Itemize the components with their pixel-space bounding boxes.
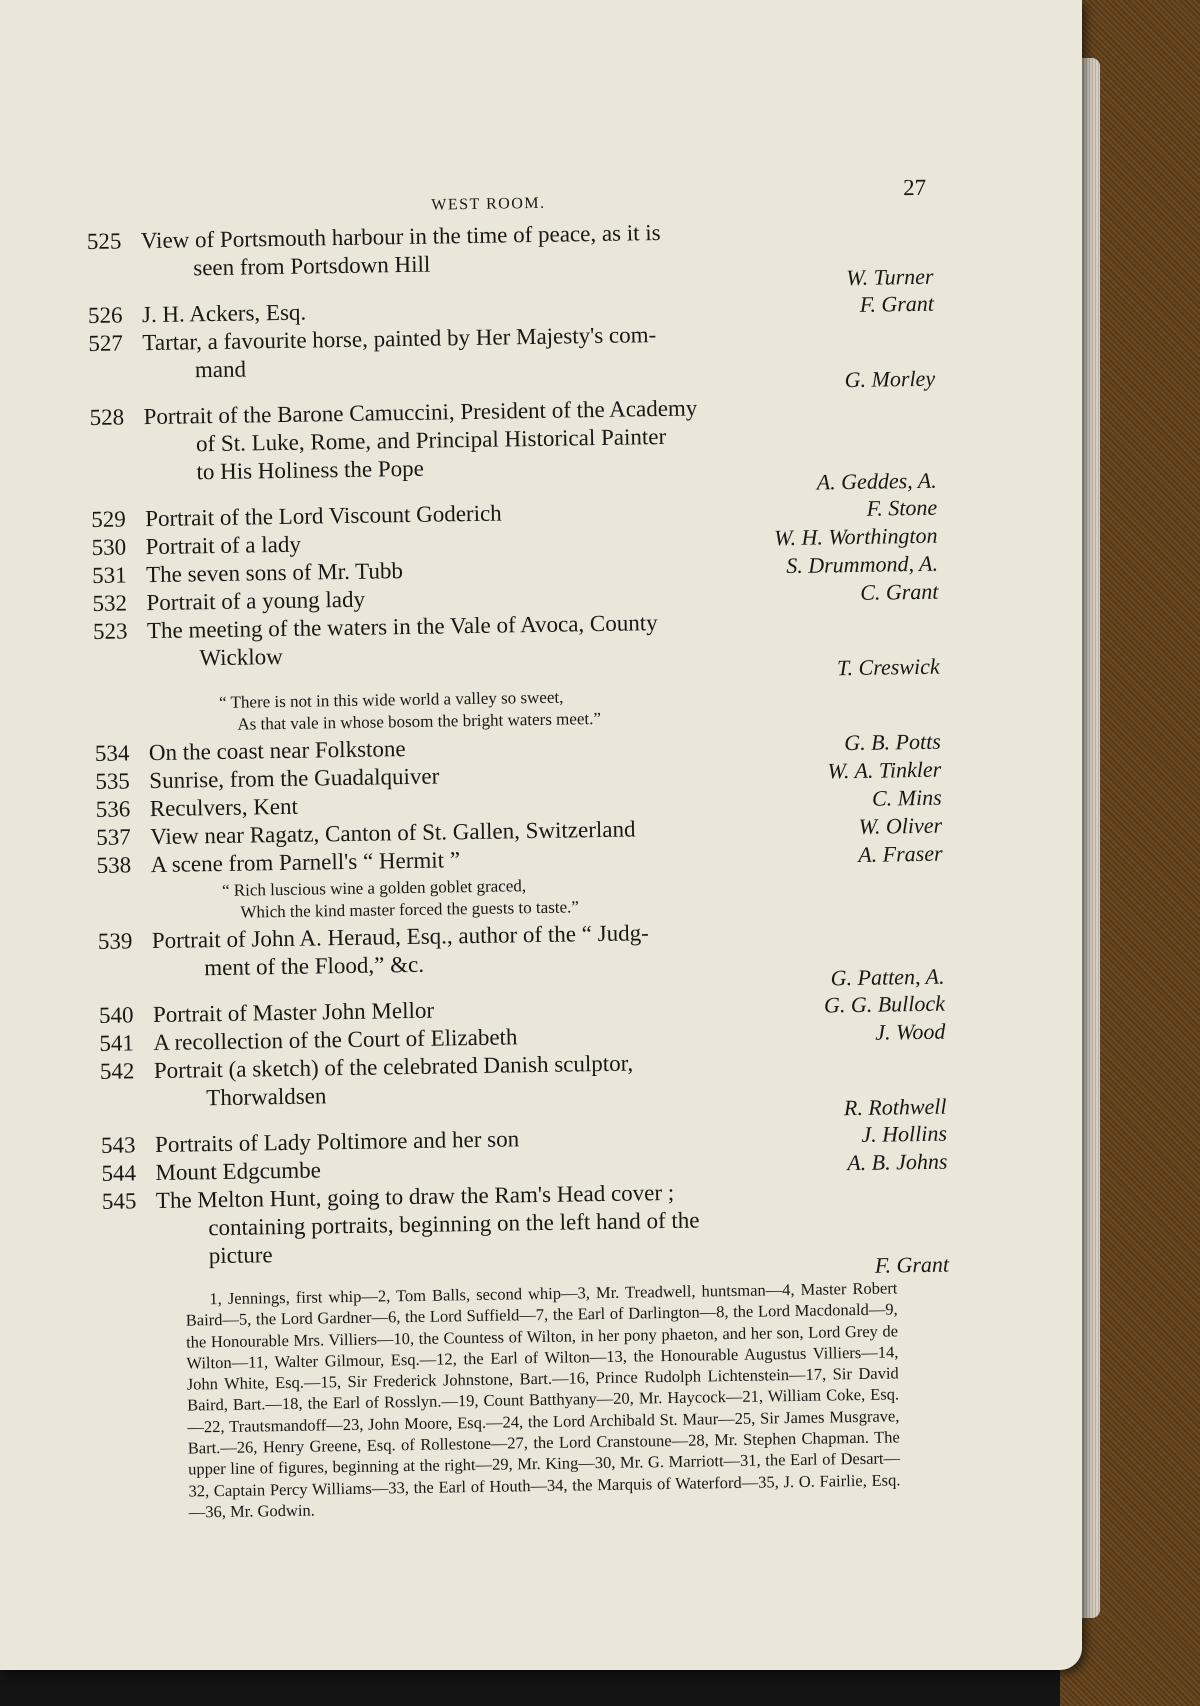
quote-line: “ Rich luscious wine a golden goblet graced, [221, 876, 527, 900]
entry-number: 545 [101, 1188, 137, 1214]
entry-number: 541 [99, 1030, 135, 1056]
entry-title-line: Mount Edgcumbe [155, 1157, 322, 1186]
page-content [86, 175, 959, 1524]
entry-number: 530 [91, 534, 127, 560]
entry-title-line: seen from Portsdown Hill [193, 251, 431, 281]
catalogue-entry [88, 317, 941, 404]
entry-title-line: Sunrise, from the Guadalquiver [149, 763, 440, 794]
artist-name: W. A. Tinkler [827, 756, 942, 784]
catalogue-entry [93, 605, 946, 692]
entry-title-line: picture [208, 1242, 273, 1269]
running-title: WEST ROOM. [431, 194, 546, 214]
entry-title-line: Thorwaldsen [206, 1083, 327, 1111]
entry-number: 542 [99, 1058, 135, 1084]
entry-number: 531 [91, 562, 127, 588]
entry-title-line: Portrait (a sketch) of the celebrated Danish sculptor, [153, 1050, 634, 1084]
entry-number: 532 [92, 590, 128, 616]
catalogue-entry [87, 215, 940, 302]
catalogue-entry [98, 915, 951, 1002]
quote-line: As that vale in whose bosom the bright waters meet.” [237, 708, 602, 734]
artist-name: J. Wood [875, 1018, 946, 1045]
artist-name: R. Rothwell [843, 1093, 947, 1121]
entry-number: 543 [100, 1132, 136, 1158]
entry-number: 525 [86, 228, 122, 254]
entry-number: 535 [95, 768, 131, 794]
entry-title-line: The seven sons of Mr. Tubb [145, 558, 404, 588]
entry-title-line: Portraits of Lady Poltimore and her son [154, 1126, 520, 1158]
entry-title-line: Portrait of the Lord Viscount Goderich [145, 500, 502, 532]
entry-number: 544 [101, 1160, 137, 1186]
entry-title-line: A scene from Parnell's “ Hermit ” [150, 847, 461, 878]
entry-number: 539 [97, 928, 133, 954]
entry-number: 540 [98, 1002, 134, 1028]
entry-title-line: View near Ragatz, Canton of St. Gallen, Switzerland [149, 816, 636, 850]
artist-name: W. Oliver [858, 812, 943, 839]
artist-name: G. G. Bullock [823, 990, 946, 1018]
entry-title-line: Portrait of a young lady [146, 586, 366, 616]
artist-name: C. Grant [860, 578, 939, 605]
entry-number: 538 [96, 852, 132, 878]
artist-name: A. Fraser [858, 840, 943, 867]
entry-title-line: Portrait of Master John Mellor [152, 997, 435, 1028]
entry-title-line: The meeting of the waters in the Vale of Avoca, County [146, 610, 658, 644]
artist-name: S. Drummond, A. [786, 550, 939, 579]
entry-number: 536 [95, 796, 131, 822]
entry-number: 537 [96, 824, 131, 850]
artist-name: G. Morley [844, 365, 936, 393]
entry-title-line: The Melton Hunt, going to draw the Ram's Head cover ; [155, 1179, 675, 1214]
entry-title-line: View of Portsmouth harbour in the time of peace, as it is [140, 219, 661, 254]
entry-title-line: Wicklow [199, 643, 283, 671]
artist-name: A. B. Johns [847, 1148, 948, 1176]
entry-title-line: to His Holiness the Pope [196, 455, 425, 485]
catalogue-entry [89, 391, 942, 506]
portrait-key-paragraph: 1, Jennings, first whip—2, Tom Balls, second whip—3, Mr. Treadwell, huntsman—4, Master Robert Baird—5, the Lord Gardner—6, the Lord Suffield—7, the Earl of Darlington—8, the Lord Macdonald—9, the Honourable Mrs. Villiers—10, the Countess of Wilton, in her pony phaeton, and her son, Lord Grey de Wilton—11, Walter Gilmour, Esq.—12, the Earl of Wilton—13, the Honourable Augustus Villiers—14, John White, Esq.—15, Sir Frederick Johnstone, Bart.—16, Prince Rudolph Lichtenstein—17, Sir David Baird, Bart.—18, the Earl of Rosslyn.—19, Count Batthyany—20, Mr. Haycock—21, William Coke, Esq.—22, Trautsmandoff—23, John Moore, Esq.—24, the Lord Archibald St. Maur—25, Sir James Musgrave, Bart.—26, Henry Greene, Esq. of Rollestone—27, the Lord Cranstoune—28, Mr. Stephen Chapman. The upper line of figures, beginning at the right—29, Mr. King—30, Mr. G. Marriott—31, the Earl of Desart—32, Captain Percy Williams—33, the Earl of Houth—34, the Marquis of Waterford—35, J. O. Fairlie, Esq.—36, Mr. Godwin. [185, 1278, 901, 1522]
entry-number: 528 [89, 404, 125, 430]
artist-name: G. Patten, A. [830, 963, 945, 991]
artist-name: W. Turner [846, 263, 934, 291]
entry-title-line: containing portraits, beginning on the left hand of the [208, 1207, 700, 1241]
artist-name: G. B. Potts [844, 728, 941, 756]
artist-name: W. H. Worthington [773, 522, 938, 551]
entry-title-line: Reculvers, Kent [149, 793, 299, 822]
entry-title-line: mand [194, 356, 247, 383]
artist-name: F. Grant [874, 1251, 950, 1278]
entry-number: 526 [87, 302, 123, 328]
entry-number: 529 [91, 506, 126, 532]
entry-number: 523 [92, 618, 128, 644]
catalogue-entry [102, 1174, 955, 1289]
quote-line: Which the kind master forced the guests to taste.” [240, 897, 579, 922]
artist-name: C. Mins [871, 784, 942, 811]
entry-title-line: Portrait of a lady [145, 531, 302, 560]
catalogue-entry [100, 1045, 953, 1132]
artist-name: A. Geddes, A. [816, 467, 937, 495]
entry-title-line: Portrait of John A. Heraud, Esq., author of the “ Judg- [151, 920, 649, 954]
entry-title-line: A recollection of the Court of Elizabeth [153, 1024, 518, 1056]
entry-number: 527 [88, 330, 124, 356]
artist-name: F. Stone [866, 494, 938, 521]
artist-name: J. Hollins [861, 1120, 948, 1147]
entry-title-line: J. H. Ackers, Esq. [141, 299, 307, 328]
entry-title-line: Tartar, a favourite horse, painted by Her Majesty's com- [142, 322, 657, 356]
artist-name: F. Grant [859, 290, 935, 317]
entry-title-line: Portrait of the Barone Camuccini, President of the Academy [143, 395, 698, 430]
entry-title-line: of St. Luke, Rome, and Principal Historical Painter [195, 423, 667, 457]
page-number: 27 [902, 174, 927, 201]
artist-name: T. Creswick [836, 653, 940, 681]
entry-title-line: On the coast near Folkstone [148, 736, 406, 766]
quote-line: “ There is not in this wide world a valley so sweet, [218, 687, 564, 712]
entry-title-line: ment of the Flood,” &c. [204, 951, 425, 981]
entry-number: 534 [94, 740, 130, 766]
